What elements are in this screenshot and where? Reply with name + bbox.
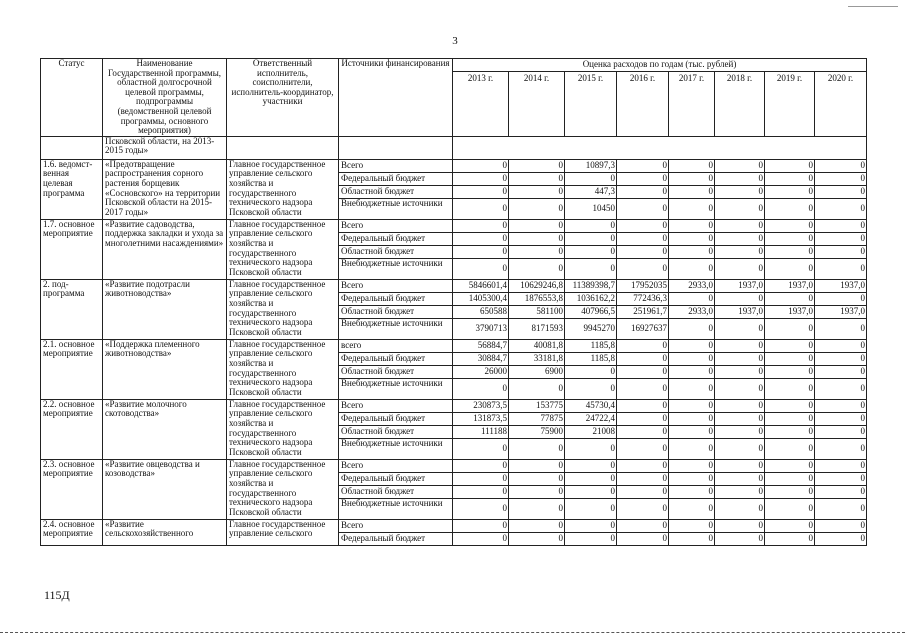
year-value: 0	[815, 292, 867, 305]
year-value: 0	[453, 185, 509, 198]
year-value: 0	[715, 412, 765, 425]
year-value: 24722,4	[565, 412, 617, 425]
year-value: 1036162,2	[565, 292, 617, 305]
section-name: «Развитие садоводства, поддержка закладки и ухода за многолетними насаждениями»	[103, 219, 227, 279]
year-value: 10897,3	[565, 159, 617, 172]
year-value: 0	[669, 292, 715, 305]
section-executor: Главное государственное управление сельского	[227, 519, 339, 545]
header-year: 2015 г.	[565, 72, 617, 136]
year-value: 0	[617, 232, 669, 245]
year-value: 0	[815, 399, 867, 412]
table-row	[41, 339, 867, 352]
section-name: «Развитие подотрасли животноводства»	[103, 279, 227, 339]
header-year: 2019 г.	[765, 72, 815, 136]
year-value: 0	[509, 485, 565, 498]
funding-source: Всего	[339, 219, 453, 232]
year-value: 0	[669, 245, 715, 258]
year-value: 0	[617, 498, 669, 519]
section-name: «Развитие молочного скотоводства»	[103, 399, 227, 459]
year-value: 0	[617, 352, 669, 365]
year-value: 0	[765, 425, 815, 438]
year-value: 0	[617, 198, 669, 219]
year-value: 0	[669, 318, 715, 339]
year-value: 0	[765, 498, 815, 519]
year-value: 0	[765, 245, 815, 258]
year-value: 0	[765, 292, 815, 305]
year-value: 0	[565, 472, 617, 485]
year-value: 0	[815, 339, 867, 352]
header-year: 2017 г.	[669, 72, 715, 136]
year-value: 0	[715, 485, 765, 498]
year-value: 1405300,4	[453, 292, 509, 305]
year-value: 0	[715, 378, 765, 399]
year-value: 1937,0	[815, 279, 867, 292]
funding-source: Федеральный бюджет	[339, 232, 453, 245]
year-value: 9945270	[565, 318, 617, 339]
year-value: 0	[669, 172, 715, 185]
table-row	[41, 219, 867, 232]
scan-border-line	[0, 632, 905, 633]
year-value: 0	[815, 198, 867, 219]
year-value: 230873,5	[453, 399, 509, 412]
year-value: 0	[453, 485, 509, 498]
year-value: 0	[453, 159, 509, 172]
year-value: 0	[617, 472, 669, 485]
year-value: 0	[453, 459, 509, 472]
year-value: 0	[815, 472, 867, 485]
year-value: 75900	[509, 425, 565, 438]
year-value: 0	[669, 365, 715, 378]
year-value: 2933,0	[669, 305, 715, 318]
year-value: 1937,0	[715, 305, 765, 318]
year-value: 1185,8	[565, 352, 617, 365]
year-value: 8171593	[509, 318, 565, 339]
year-value: 0	[509, 185, 565, 198]
year-value: 0	[617, 485, 669, 498]
year-value: 0	[715, 352, 765, 365]
year-value: 0	[453, 532, 509, 545]
year-value: 16927637	[617, 318, 669, 339]
funding-source: Областной бюджет	[339, 305, 453, 318]
funding-source: Федеральный бюджет	[339, 292, 453, 305]
year-value: 0	[765, 185, 815, 198]
section-executor: Главное государственное управление сельского хозяйства и государственного технического надзора Псковской области	[227, 279, 339, 339]
year-value: 0	[715, 219, 765, 232]
continuation-row	[41, 136, 867, 159]
year-value: 0	[715, 245, 765, 258]
year-value: 0	[509, 258, 565, 279]
continuation-text: Псковской области, на 2013-2015 годы»	[103, 136, 227, 159]
funding-source: Областной бюджет	[339, 485, 453, 498]
year-value: 0	[669, 378, 715, 399]
year-value: 0	[715, 532, 765, 545]
header-year: 2013 г.	[453, 72, 509, 136]
section-status: 2.4. основное мероприятие	[41, 519, 103, 545]
year-value: 56884,7	[453, 339, 509, 352]
funding-source: Всего	[339, 399, 453, 412]
year-value: 0	[617, 459, 669, 472]
funding-source: Всего	[339, 159, 453, 172]
section-name: «Поддержка племенного животноводства»	[103, 339, 227, 399]
year-value: 0	[669, 498, 715, 519]
year-value: 0	[815, 485, 867, 498]
year-value: 0	[765, 339, 815, 352]
table-row	[41, 159, 867, 172]
year-value: 0	[715, 198, 765, 219]
year-value: 0	[765, 258, 815, 279]
year-value: 33181,8	[509, 352, 565, 365]
year-value: 0	[715, 425, 765, 438]
year-value: 581100	[509, 305, 565, 318]
year-value: 1937,0	[765, 305, 815, 318]
funding-source: Федеральный бюджет	[339, 532, 453, 545]
year-value: 111188	[453, 425, 509, 438]
year-value: 6900	[509, 365, 565, 378]
year-value: 0	[509, 498, 565, 519]
year-value: 3790713	[453, 318, 509, 339]
year-value: 0	[453, 498, 509, 519]
year-value: 0	[669, 438, 715, 459]
funding-source: Федеральный бюджет	[339, 412, 453, 425]
year-value: 0	[715, 318, 765, 339]
year-value: 0	[815, 498, 867, 519]
year-value: 0	[715, 498, 765, 519]
funding-source: Внебюджетные источники	[339, 198, 453, 219]
year-value: 0	[565, 485, 617, 498]
year-value: 17952035	[617, 279, 669, 292]
year-value: 0	[669, 185, 715, 198]
year-value: 0	[765, 219, 815, 232]
year-value: 0	[509, 519, 565, 532]
year-value: 0	[815, 352, 867, 365]
table-row	[41, 279, 867, 292]
year-value: 0	[815, 245, 867, 258]
year-value: 0	[669, 532, 715, 545]
year-value: 0	[715, 399, 765, 412]
year-value: 0	[669, 339, 715, 352]
continuation-years-cell	[453, 136, 867, 159]
year-value: 0	[765, 412, 815, 425]
year-value: 0	[453, 245, 509, 258]
section-executor: Главное государственное управление сельского хозяйства и государственного технического надзора Псковской области	[227, 399, 339, 459]
section-status: 1.6. ведомст-венная целевая программа	[41, 159, 103, 219]
funding-source: Областной бюджет	[339, 245, 453, 258]
year-value: 0	[765, 378, 815, 399]
year-value: 131873,5	[453, 412, 509, 425]
year-value: 0	[617, 519, 669, 532]
funding-source: Областной бюджет	[339, 185, 453, 198]
year-value: 0	[815, 172, 867, 185]
year-value: 0	[715, 339, 765, 352]
year-value: 0	[617, 365, 669, 378]
year-value: 0	[453, 438, 509, 459]
year-value: 0	[617, 438, 669, 459]
year-value: 0	[669, 232, 715, 245]
year-value: 0	[669, 485, 715, 498]
funding-source: Внебюджетные источники	[339, 258, 453, 279]
year-value: 0	[509, 532, 565, 545]
year-value: 0	[815, 412, 867, 425]
year-value: 0	[765, 438, 815, 459]
year-value: 0	[765, 172, 815, 185]
year-value: 0	[617, 159, 669, 172]
funding-source: Областной бюджет	[339, 365, 453, 378]
year-value: 0	[509, 245, 565, 258]
year-value: 0	[815, 532, 867, 545]
year-value: 0	[765, 399, 815, 412]
year-value: 0	[765, 472, 815, 485]
header-name: Наименование Государственной программы, областной долгосрочной целевой программы, подпрограммы (ведомственной целевой программы, основного мероприятия)	[103, 59, 227, 137]
section-executor: Главное государственное управление сельского хозяйства и государственного технического надзора Псковской области	[227, 339, 339, 399]
year-value: 10629246,8	[509, 279, 565, 292]
year-value: 0	[765, 318, 815, 339]
year-value: 40081,8	[509, 339, 565, 352]
section-status: 2.3. основное мероприятие	[41, 459, 103, 519]
year-value: 0	[509, 459, 565, 472]
year-value: 0	[669, 459, 715, 472]
section-executor: Главное государственное управление сельского хозяйства и государственного технического надзора Псковской области	[227, 219, 339, 279]
header-sources: Источники финансирования	[339, 59, 453, 137]
year-value: 0	[509, 198, 565, 219]
year-value: 0	[509, 219, 565, 232]
year-value: 0	[565, 365, 617, 378]
section-name: «Развитие овцеводства и козоводства»	[103, 459, 227, 519]
year-value: 0	[617, 245, 669, 258]
year-value: 0	[453, 472, 509, 485]
year-value: 0	[669, 219, 715, 232]
year-value: 0	[765, 198, 815, 219]
funding-source: Внебюджетные источники	[339, 318, 453, 339]
year-value: 0	[617, 185, 669, 198]
year-value: 0	[669, 519, 715, 532]
continuation-status-cell	[41, 136, 103, 159]
year-value: 0	[815, 459, 867, 472]
scan-edge-mark	[848, 6, 898, 7]
header-year: 2020 г.	[815, 72, 867, 136]
footer-code: 115Д	[44, 588, 70, 602]
section-name: «Предотвращение распространения сорного растения борщевик «Сосновского» на территории Псковской области на 2015-2017 годы»	[103, 159, 227, 219]
year-value: 0	[565, 232, 617, 245]
year-value: 0	[815, 438, 867, 459]
year-value: 0	[453, 198, 509, 219]
year-value: 0	[509, 159, 565, 172]
funding-source: Внебюджетные источники	[339, 498, 453, 519]
year-value: 153775	[509, 399, 565, 412]
year-value: 0	[815, 425, 867, 438]
section-executor: Главное государственное управление сельского хозяйства и государственного технического надзора Псковской области	[227, 459, 339, 519]
year-value: 0	[509, 172, 565, 185]
continuation-executor-cell	[227, 136, 339, 159]
year-value: 251961,7	[617, 305, 669, 318]
year-value: 0	[715, 185, 765, 198]
year-value: 0	[617, 219, 669, 232]
funding-source: Федеральный бюджет	[339, 472, 453, 485]
year-value: 0	[715, 438, 765, 459]
year-value: 0	[815, 378, 867, 399]
year-value: 5846601,4	[453, 279, 509, 292]
year-value: 1937,0	[715, 279, 765, 292]
year-value: 447,3	[565, 185, 617, 198]
year-value: 0	[715, 258, 765, 279]
year-value: 0	[715, 365, 765, 378]
year-value: 0	[617, 172, 669, 185]
year-value: 0	[669, 412, 715, 425]
year-value: 0	[669, 352, 715, 365]
year-value: 0	[617, 532, 669, 545]
year-value: 0	[565, 519, 617, 532]
year-value: 0	[765, 232, 815, 245]
funding-source: всего	[339, 339, 453, 352]
year-value: 0	[815, 219, 867, 232]
year-value: 0	[565, 219, 617, 232]
header-year: 2018 г.	[715, 72, 765, 136]
year-value: 0	[815, 318, 867, 339]
year-value: 0	[565, 258, 617, 279]
year-value: 772436,3	[617, 292, 669, 305]
year-value: 407966,5	[565, 305, 617, 318]
funding-source: Всего	[339, 519, 453, 532]
year-value: 1185,8	[565, 339, 617, 352]
year-value: 0	[715, 292, 765, 305]
header-status: Статус	[41, 59, 103, 137]
year-value: 0	[509, 378, 565, 399]
section-name: «Развитие сельскохозяйственного	[103, 519, 227, 545]
year-value: 0	[815, 159, 867, 172]
year-value: 0	[765, 519, 815, 532]
year-value: 0	[509, 438, 565, 459]
header-estimate: Оценка расходов по годам (тыс. рублей)	[453, 59, 867, 72]
year-value: 0	[453, 219, 509, 232]
year-value: 0	[453, 519, 509, 532]
year-value: 0	[453, 258, 509, 279]
section-status: 2.2. основное мероприятие	[41, 399, 103, 459]
year-value: 0	[509, 232, 565, 245]
year-value: 0	[715, 519, 765, 532]
funding-source: Федеральный бюджет	[339, 352, 453, 365]
funding-source: Областной бюджет	[339, 425, 453, 438]
year-value: 0	[617, 412, 669, 425]
year-value: 1937,0	[765, 279, 815, 292]
year-value: 0	[565, 532, 617, 545]
year-value: 0	[565, 459, 617, 472]
year-value: 0	[565, 498, 617, 519]
funding-source: Всего	[339, 459, 453, 472]
year-value: 0	[715, 459, 765, 472]
header-year: 2014 г.	[509, 72, 565, 136]
continuation-sources-cell	[339, 136, 453, 159]
year-value: 0	[815, 519, 867, 532]
year-value: 77875	[509, 412, 565, 425]
year-value: 0	[453, 378, 509, 399]
year-value: 650588	[453, 305, 509, 318]
table-row	[41, 519, 867, 532]
year-value: 0	[815, 258, 867, 279]
section-status: 1.7. основное мероприятие	[41, 219, 103, 279]
year-value: 0	[565, 172, 617, 185]
year-value: 0	[715, 232, 765, 245]
funding-source: Всего	[339, 279, 453, 292]
funding-source: Внебюджетные источники	[339, 438, 453, 459]
section-status: 2.1. основное мероприятие	[41, 339, 103, 399]
year-value: 0	[565, 378, 617, 399]
funding-source: Федеральный бюджет	[339, 172, 453, 185]
year-value: 0	[669, 425, 715, 438]
year-value: 0	[453, 172, 509, 185]
year-value: 0	[815, 365, 867, 378]
year-value: 0	[669, 198, 715, 219]
funding-source: Внебюджетные источники	[339, 378, 453, 399]
year-value: 0	[765, 485, 815, 498]
header-executor: Ответственный исполнитель, соисполнители, исполнитель-координатор, участники	[227, 59, 339, 137]
year-value: 26000	[453, 365, 509, 378]
year-value: 0	[765, 352, 815, 365]
year-value: 30884,7	[453, 352, 509, 365]
year-value: 0	[715, 172, 765, 185]
year-value: 0	[815, 185, 867, 198]
year-value: 0	[815, 232, 867, 245]
year-value: 0	[617, 425, 669, 438]
year-value: 0	[565, 438, 617, 459]
year-value: 1876553,8	[509, 292, 565, 305]
year-value: 0	[765, 532, 815, 545]
year-value: 10450	[565, 198, 617, 219]
year-value: 0	[669, 472, 715, 485]
year-value: 2933,0	[669, 279, 715, 292]
year-value: 0	[617, 378, 669, 399]
year-value: 0	[617, 399, 669, 412]
table-row	[41, 459, 867, 472]
year-value: 11389398,7	[565, 279, 617, 292]
year-value: 0	[765, 365, 815, 378]
year-value: 0	[617, 258, 669, 279]
year-value: 0	[669, 159, 715, 172]
year-value: 0	[509, 472, 565, 485]
page-number: 3	[452, 35, 458, 47]
table-row	[41, 399, 867, 412]
year-value: 1937,0	[815, 305, 867, 318]
budget-table	[40, 58, 867, 546]
year-value: 0	[453, 232, 509, 245]
year-value: 45730,4	[565, 399, 617, 412]
year-value: 0	[669, 258, 715, 279]
section-executor: Главное государственное управление сельского хозяйства и государственного технического надзора Псковской области	[227, 159, 339, 219]
year-value: 0	[669, 399, 715, 412]
year-value: 0	[715, 159, 765, 172]
header-year: 2016 г.	[617, 72, 669, 136]
year-value: 21008	[565, 425, 617, 438]
year-value: 0	[765, 159, 815, 172]
year-value: 0	[565, 245, 617, 258]
year-value: 0	[715, 472, 765, 485]
year-value: 0	[765, 459, 815, 472]
section-status: 2. под-программа	[41, 279, 103, 339]
year-value: 0	[617, 339, 669, 352]
